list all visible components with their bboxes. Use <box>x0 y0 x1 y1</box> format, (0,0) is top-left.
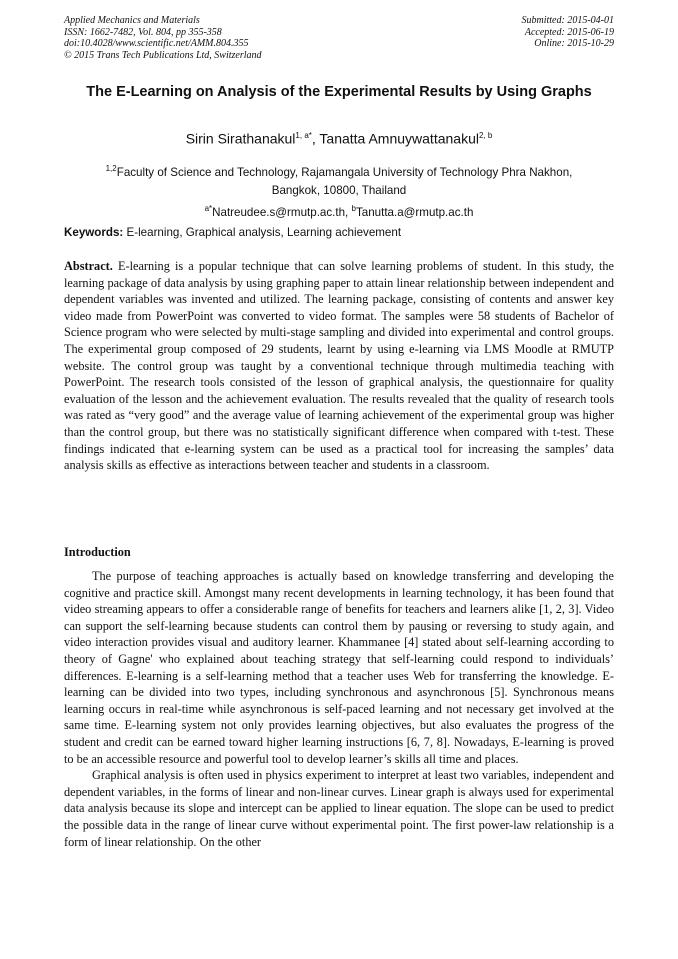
keywords-label: Keywords: <box>64 226 124 239</box>
author-name: Tanatta Amnuywattanakul <box>319 130 479 147</box>
keywords-text: E-learning, Graphical analysis, Learning achievement <box>123 226 402 239</box>
journal-name: Applied Mechanics and Materials <box>64 15 200 26</box>
email-line <box>64 200 614 222</box>
abstract-label: Abstract. <box>64 259 113 273</box>
affiliation <box>64 160 614 222</box>
affiliation-mark: 1,2 <box>105 164 117 173</box>
email-mark: a* <box>204 203 213 213</box>
abstract-paragraph <box>64 258 614 474</box>
issn-line: ISSN: 1662-7482, Vol. 804, pp 355-358 <box>64 26 222 38</box>
author-separator: , <box>311 130 320 147</box>
online-date: Online: 2015-10-29 <box>534 38 614 49</box>
abstract-text: E-learning is a popular technique that can solve learning problems of student. In this study, the learning package of data analysis by using graphing paper to attain linear relationship between independent and dependent variables was invented and utilized. The learning package, consisting of contents and answer key video made from PowerPoint was converted to video format. The samples were 58 students of Bachelor of Science program who were selected by multi-stage sampling and divided into experimental and control groups. The experimental group composed of 29 students, learnt by using e-learning via LMS Moodle at RMUTP website. The control group was taught by a conventional technique through multimedia teaching with PowerPoint. The research tools consisted of the lesson of graphical analysis, the questionnaire for quality evaluation of the lesson and the achievement evaluation. The results revealed that the quality of research tools was rated as “very good” and the average value of learning achievement of the experimental group was higher than the control group, but there was no statistically significant difference when compared with t-test. These findings indicated that e-learning system can be used as a practical tool for increasing the samples’ data analysis skills as effective as interactions between teacher and students in a classroom. <box>64 259 614 473</box>
section-heading-introduction: Introduction <box>64 545 131 559</box>
affiliation-line <box>64 160 614 182</box>
publication-info <box>64 15 262 61</box>
email-address: Natreudee.s@rmutp.ac.th, <box>212 205 352 219</box>
paragraph: The purpose of teaching approaches is actually based on knowledge transferring and developing the cognitive and practice skill. Amongst many recent developments in learning technology, it has been found that video streaming appears to offer a considerable range of benefits for teachers and learners alike [1, 2, 3]. Video can support the self-learning because students can control them by pausing or reversing to study again, and video interaction provides visual and auditory learner. Khammanee [4] stated about self-learning according to theory of Gagne' who explained about teaching strategy that self-learning could respond to individuals’ differences. E-learning is a self-learning method that a teacher uses Web for transferring the knowledge. E-learning can be divided into two types, including synchronous and asynchronous [5]. Synchronous means learning occurs in real-time while asynchronous is self-paced learning and not necessary get involved at the same time. E-learning system not only provides learning objectives, but also evaluates the progress of the student and credit can be earned toward higher learning instructions [6, 7, 8]. Nowadays, E-learning is proved to be an accessible resource and powerful tool to develop learner’s skills all time and places. <box>64 569 614 766</box>
doi-line: doi:10.4028/www.scientific.net/AMM.804.355 <box>64 38 249 49</box>
email-mark: b <box>351 203 356 213</box>
affiliation-city: Bangkok, 10800, Thailand <box>271 183 407 197</box>
publication-dates <box>522 15 615 50</box>
abstract <box>64 258 614 474</box>
copyright-line: © 2015 Trans Tech Publications Ltd, Switzerland <box>64 49 262 61</box>
keywords <box>64 225 614 241</box>
author-list <box>64 127 614 148</box>
paper-title: The E-Learning on Analysis of the Experimental Results by Using Graphs <box>86 84 592 100</box>
author-affiliation-mark: 1, a* <box>295 131 312 140</box>
author-affiliation-mark: 2, b <box>478 131 493 140</box>
affiliation-text: Faculty of Science and Technology, Rajamangala University of Technology Phra Nakhon, <box>116 165 573 179</box>
submitted-date: Submitted: 2015-04-01 <box>521 15 614 26</box>
paragraph: Graphical analysis is often used in physics experiment to interpret at least two variables, independent and dependent variables, in the forms of linear and non-linear curves. Linear graph is always used for experimental data analysis because its slope and intercept can be applied to linear equation. The slope can be used to predict the possible data in the range of linear curve without experimental point. The first power-law relationship is a form of linear relationship. On the other <box>64 768 614 849</box>
introduction-section <box>64 568 614 850</box>
email-address: Tanutta.a@rmutp.ac.th <box>355 205 474 219</box>
accepted-date: Accepted: 2015-06-19 <box>524 26 614 38</box>
author-name: Sirin Sirathanakul <box>185 130 296 147</box>
